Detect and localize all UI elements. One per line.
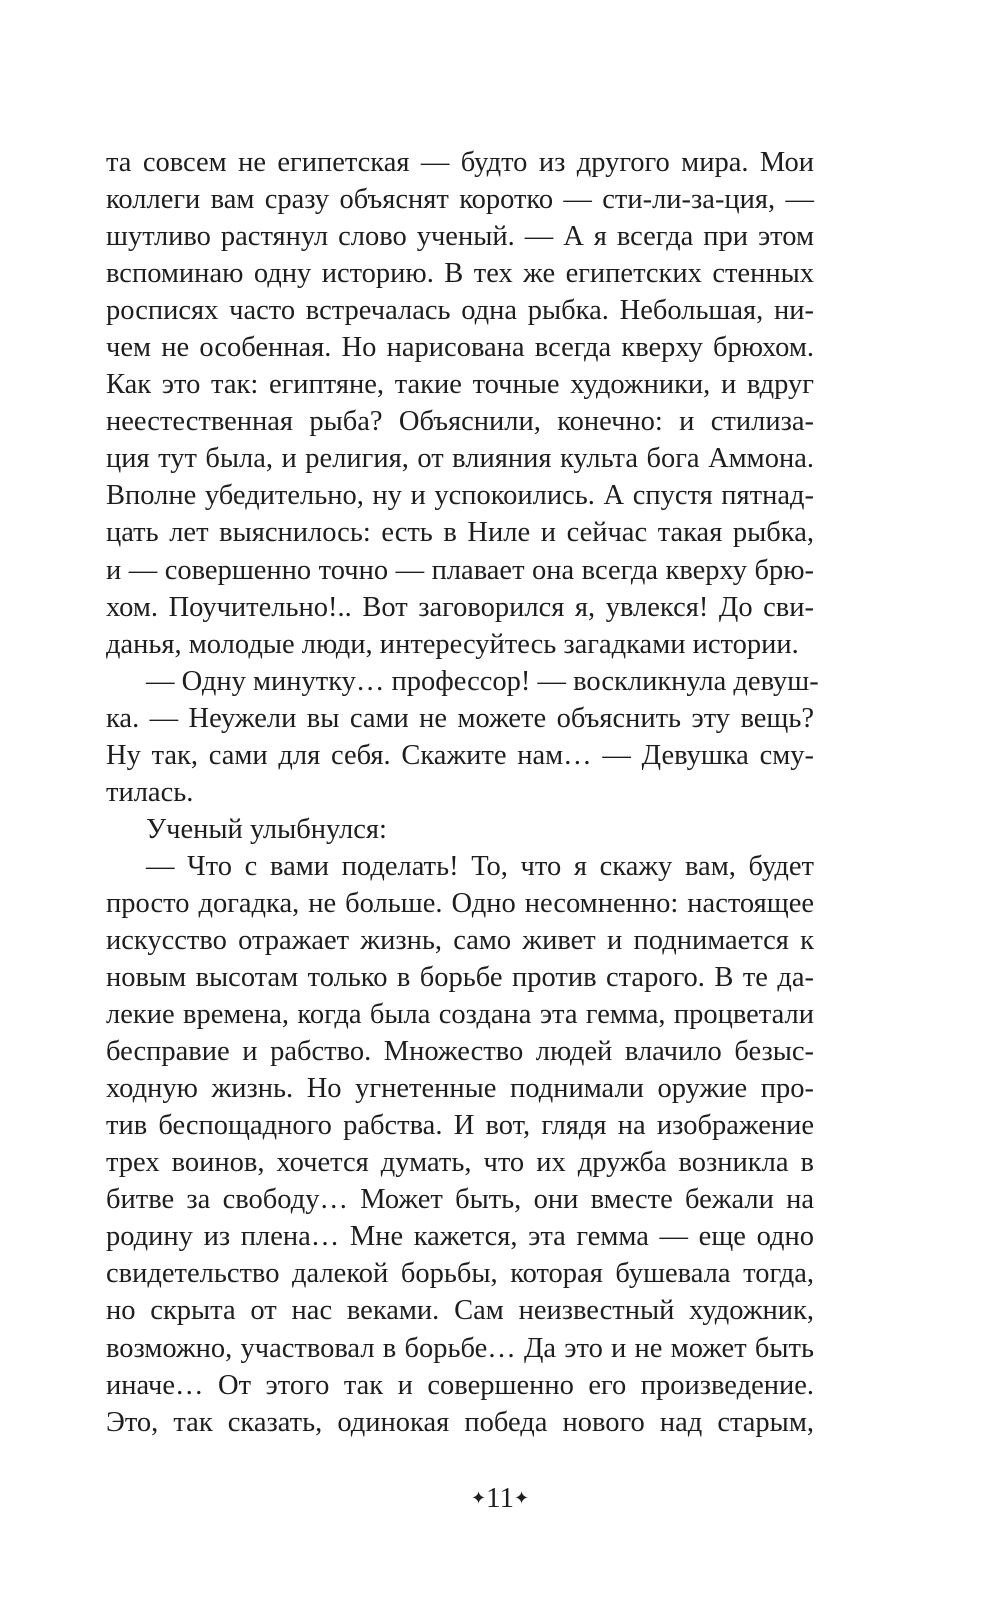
text-line: цать лет выяснилось: есть в Ниле и сейчас такая рыбка,: [106, 517, 814, 549]
text-line: просто догадка, не больше. Одно несомненно: настоящее: [106, 887, 814, 919]
text-line: ция тут была, и религия, от влияния культа бога Аммона.: [106, 443, 814, 475]
text-line: возможно, участвовал в борьбе… Да это и не может быть: [106, 1332, 814, 1364]
text-line: и — совершенно точно — плавает она всегда кверху брю-: [106, 554, 814, 586]
text-line: бесправие и рабство. Множество людей влачило безыс-: [106, 1036, 814, 1068]
text-line: та совсем не египетская — будто из другого мира. Мои: [106, 147, 814, 178]
text-line: — Что с вами поделать! То, что я скажу вам, будет: [146, 850, 814, 882]
text-line: трех воинов, хочется думать, что их дружба возникла в: [106, 1147, 814, 1179]
text-line: искусство отражает жизнь, само живет и поднимается к: [106, 924, 814, 956]
text-line: свидетельство далекой борьбы, которая бушевала тогда,: [106, 1258, 814, 1290]
text-line: — Одну минутку… профессор! — воскликнула девуш-: [146, 665, 819, 697]
text-line: Это, так сказать, одинокая победа нового над старым,: [106, 1406, 814, 1438]
text-line: тилась.: [106, 776, 194, 808]
text-line: ка. — Неужели вы сами не можете объяснить эту вещь?: [106, 702, 814, 734]
text-line: битве за свободу… Может быть, они вместе бежали на: [106, 1184, 814, 1216]
text-line: Ну так, сами для себя. Скажите нам… — Девушка сму-: [106, 739, 814, 771]
text-line: чем не особенная. Но нарисована всегда кверху брюхом.: [106, 332, 814, 364]
ornament-star-icon: ✦: [513, 1488, 530, 1508]
text-line: коллеги вам сразу объяснят коротко — сти-ли-за-ция, —: [106, 184, 814, 216]
text-line: родину из плена… Мне кажется, эта гемма — еще одно: [106, 1221, 814, 1253]
text-line: тив беспощадного рабства. И вот, глядя на изображение: [106, 1110, 814, 1142]
text-line: иначе… От этого так и совершенно его произведение.: [106, 1369, 814, 1401]
text-line: но скрыта от нас веками. Сам неизвестный художник,: [106, 1295, 814, 1327]
text-line: данья, молодые люди, интересуйтесь загадками истории.: [106, 628, 799, 660]
page-number: 11: [486, 1482, 514, 1514]
text-line: шутливо растянул слово ученый. — А я всегда при этом: [106, 221, 814, 253]
text-line: новым высотам только в борьбе против старого. В те да-: [106, 962, 814, 994]
ornament-star-icon: ✦: [470, 1488, 487, 1508]
text-line: Как это так: египтяне, такие точные художники, и вдруг: [106, 369, 814, 401]
text-line: Ученый улыбнулся:: [146, 813, 387, 845]
text-line: хом. Поучительно!.. Вот заговорился я, увлекся! До сви-: [106, 591, 814, 623]
text-line: вспоминаю одну историю. В тех же египетских стенных: [106, 258, 814, 290]
text-line: росписях часто встречалась одна рыбка. Небольшая, ни-: [106, 295, 814, 327]
page-number-footer: [0, 1478, 1000, 1518]
text-line: ходную жизнь. Но угнетенные поднимали оружие про-: [106, 1073, 814, 1105]
text-line: Вполне убедительно, ну и успокоились. А спустя пятнад-: [106, 480, 814, 512]
text-line: неестественная рыба? Объяснили, конечно: и стилиза-: [106, 406, 814, 438]
body-text: [106, 144, 819, 1441]
text-line: лекие времена, когда была создана эта гемма, процветали: [106, 999, 814, 1031]
